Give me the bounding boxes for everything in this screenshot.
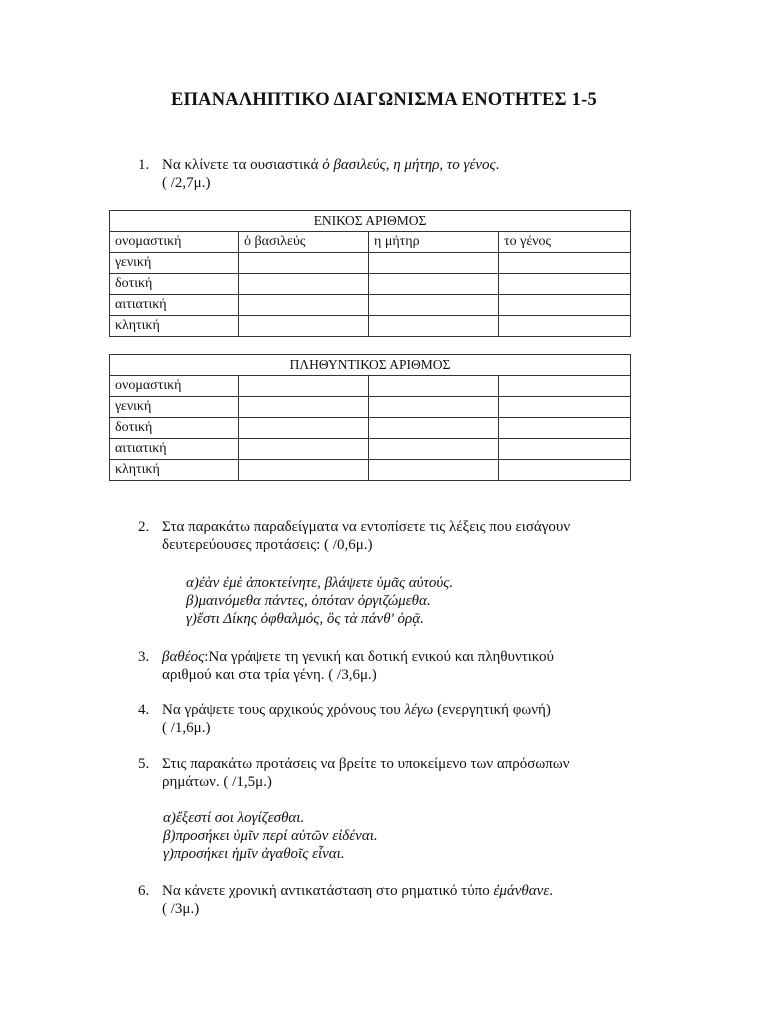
question-line: Στα παρακάτω παραδείγματα να εντοπίσετε τις λέξεις που εισάγουν xyxy=(162,519,571,535)
answer-cell[interactable] xyxy=(369,439,499,460)
column-label: η μήτηρ xyxy=(369,232,499,253)
question-5 xyxy=(140,755,700,791)
table-row xyxy=(110,376,631,397)
question-number: 2. xyxy=(138,519,150,535)
question-1 xyxy=(140,156,700,192)
answer-cell[interactable] xyxy=(239,253,369,274)
example-b: β)προσήκει ὑμῖν περί αὐτῶν εἰδέναι. xyxy=(163,828,378,844)
answer-cell[interactable] xyxy=(239,295,369,316)
answer-cell[interactable] xyxy=(369,295,499,316)
question-number: 3. xyxy=(138,649,150,665)
question-text xyxy=(162,755,700,791)
case-label: δοτική xyxy=(110,418,239,439)
case-label: κλητική xyxy=(110,316,239,337)
question-instruction: Να γράψετε τους αρχικούς χρόνους του xyxy=(162,702,405,718)
question-line: :Να γράψετε τη γενική και δοτική ενικού και πληθυντικού xyxy=(204,649,554,665)
question-punct: . xyxy=(549,883,553,899)
plural-table xyxy=(109,354,631,481)
question-3 xyxy=(140,648,700,684)
example-c: γ)προσήκει ἡμῖν ἀγαθοῖς εἶναι. xyxy=(163,846,345,862)
answer-cell[interactable] xyxy=(369,460,499,481)
question-text xyxy=(162,701,700,737)
case-label: ονομαστική xyxy=(110,232,239,253)
question-5-examples xyxy=(163,809,378,863)
question-instruction: Να κλίνετε τα ουσιαστικά xyxy=(162,157,323,173)
question-line: δευτερεύουσες προτάσεις: ( /0,6μ.) xyxy=(162,537,373,553)
example-b: β)μαινόμεθα πάντες, ὁπόταν ὀργιζώμεθα. xyxy=(186,593,431,609)
question-word: ἐμάνθανε xyxy=(493,883,550,899)
case-label: γενική xyxy=(110,253,239,274)
question-text xyxy=(162,882,700,918)
answer-cell[interactable] xyxy=(369,376,499,397)
table-row xyxy=(110,316,631,337)
question-number: 6. xyxy=(138,883,150,899)
question-2-examples xyxy=(186,574,453,628)
table-header: ΠΛΗΘΥΝΤΙΚΟΣ ΑΡΙΘΜΟΣ xyxy=(110,355,631,376)
question-text xyxy=(162,648,700,684)
case-label: δοτική xyxy=(110,274,239,295)
singular-table xyxy=(109,210,631,337)
question-word: βαθέος xyxy=(162,649,205,665)
question-6 xyxy=(140,882,700,918)
answer-cell[interactable] xyxy=(239,397,369,418)
table-row xyxy=(110,418,631,439)
question-points: ( /2,7μ.) xyxy=(162,175,211,191)
answer-cell[interactable] xyxy=(369,397,499,418)
answer-cell[interactable] xyxy=(499,376,631,397)
answer-cell[interactable] xyxy=(239,316,369,337)
question-number: 5. xyxy=(138,756,150,772)
answer-cell[interactable] xyxy=(239,274,369,295)
question-text xyxy=(162,518,700,554)
question-text xyxy=(162,156,700,192)
table-header: ΕΝΙΚΟΣ ΑΡΙΘΜΟΣ xyxy=(110,211,631,232)
answer-cell[interactable] xyxy=(499,253,631,274)
table-row xyxy=(110,274,631,295)
question-punct: . xyxy=(495,157,500,173)
answer-cell[interactable] xyxy=(499,295,631,316)
table-row xyxy=(110,295,631,316)
question-points: ( /3μ.) xyxy=(162,901,200,917)
column-label: το γένος xyxy=(499,232,631,253)
table-row xyxy=(110,232,631,253)
answer-cell[interactable] xyxy=(239,460,369,481)
question-points: ( /1,6μ.) xyxy=(162,720,211,736)
answer-cell[interactable] xyxy=(499,460,631,481)
question-voice: (ενεργητική φωνή) xyxy=(433,702,551,718)
answer-cell[interactable] xyxy=(239,439,369,460)
answer-cell[interactable] xyxy=(239,418,369,439)
answer-cell[interactable] xyxy=(369,316,499,337)
table-row xyxy=(110,253,631,274)
column-label: ὁ βασιλεύς xyxy=(239,232,369,253)
question-line: αριθμού και στα τρία γένη. ( /3,6μ.) xyxy=(162,667,377,683)
answer-cell[interactable] xyxy=(499,397,631,418)
table-row xyxy=(110,397,631,418)
answer-cell[interactable] xyxy=(239,376,369,397)
question-line: ρημάτων. ( /1,5μ.) xyxy=(162,774,272,790)
answer-cell[interactable] xyxy=(499,418,631,439)
example-a: α)ἔξεστί σοι λογίζεσθαι. xyxy=(163,810,305,826)
question-line: Στις παρακάτω προτάσεις να βρείτε το υποκείμενο των απρόσωπων xyxy=(162,756,570,772)
answer-cell[interactable] xyxy=(369,274,499,295)
case-label: κλητική xyxy=(110,460,239,481)
question-2 xyxy=(140,518,700,554)
table-row xyxy=(110,460,631,481)
answer-cell[interactable] xyxy=(499,316,631,337)
question-instruction: Να κάνετε χρονική αντικατάσταση στο ρηματικό τύπο xyxy=(162,883,494,899)
question-4 xyxy=(140,701,700,737)
answer-cell[interactable] xyxy=(499,274,631,295)
example-a: α)ἐὰν ἐμὲ ἀποκτείνητε, βλάψετε ὑμᾶς αὐτούς. xyxy=(186,575,454,591)
question-nouns: ὁ βασιλεύς, η μήτηρ, το γένος xyxy=(322,157,496,173)
example-c: γ)ἔστι Δίκης ὀφθαλμός, ὃς τὰ πάνθ' ὁρᾷ. xyxy=(186,611,424,627)
case-label: αιτιατική xyxy=(110,295,239,316)
question-number: 4. xyxy=(138,702,150,718)
question-word: λέγω xyxy=(404,702,434,718)
question-number: 1. xyxy=(138,157,150,173)
answer-cell[interactable] xyxy=(499,439,631,460)
answer-cell[interactable] xyxy=(369,418,499,439)
table-row xyxy=(110,439,631,460)
page-title: ΕΠΑΝΑΛΗΠΤΙΚΟ ΔΙΑΓΩΝΙΣΜΑ ΕΝΟΤΗΤΕΣ 1-5 xyxy=(171,90,597,110)
answer-cell[interactable] xyxy=(369,253,499,274)
case-label: αιτιατική xyxy=(110,439,239,460)
case-label: γενική xyxy=(110,397,239,418)
case-label: ονομαστική xyxy=(110,376,239,397)
